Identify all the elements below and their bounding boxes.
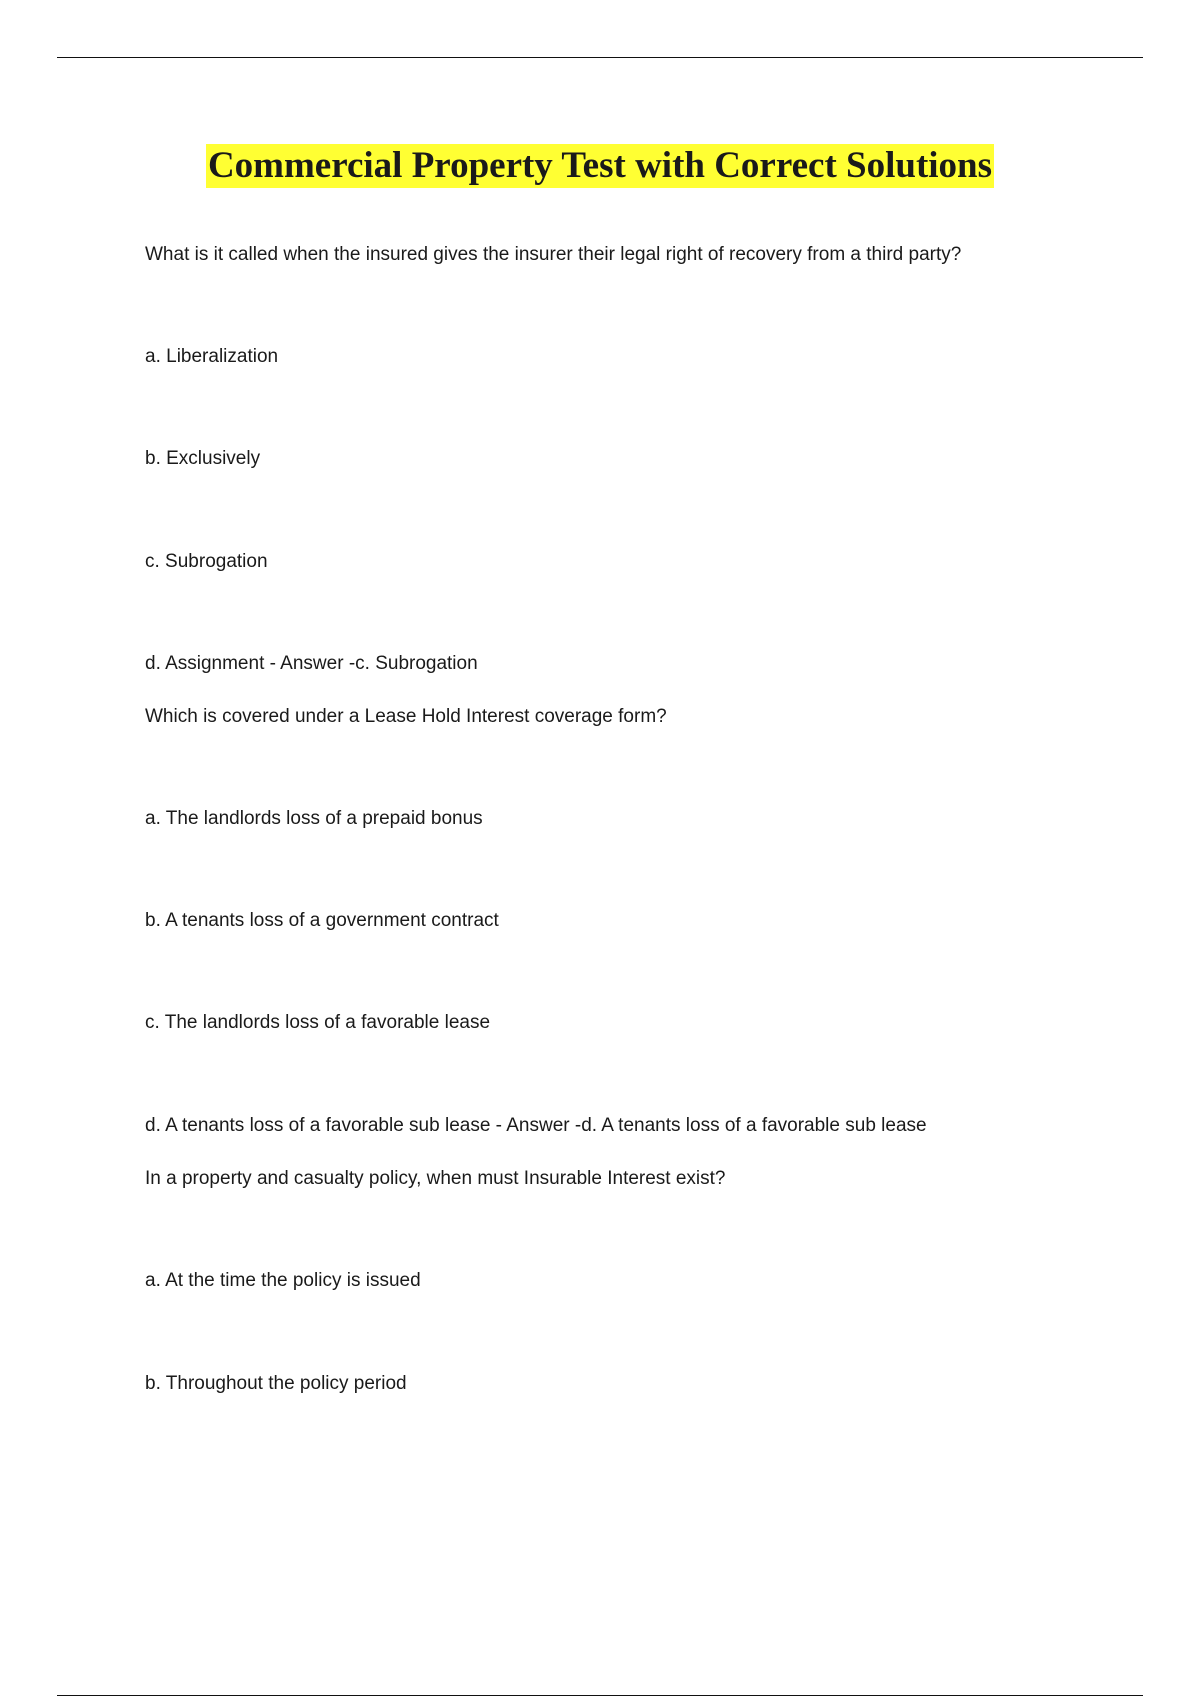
question-2-option-b: b. A tenants loss of a government contract: [145, 910, 499, 931]
question-2-option-d-answer: d. A tenants loss of a favorable sub lease - Answer -d. A tenants loss of a favorable sub lease: [145, 1115, 927, 1136]
document-title: Commercial Property Test with Correct Solutions: [207, 145, 993, 186]
question-3-option-b: b. Throughout the policy period: [145, 1373, 407, 1394]
question-1-option-d-answer: d. Assignment - Answer -c. Subrogation: [145, 653, 478, 674]
title-container: [0, 144, 1200, 188]
question-3-option-a: a. At the time the policy is issued: [145, 1270, 421, 1291]
header-rule: [57, 57, 1143, 58]
question-1-option-a: a. Liberalization: [145, 346, 279, 367]
footer-rule: [57, 1695, 1143, 1696]
question-2-option-c: c. The landlords loss of a favorable lease: [145, 1012, 491, 1033]
question-1-option-c: c. Subrogation: [145, 551, 268, 572]
question-2-text: Which is covered under a Lease Hold Interest coverage form?: [145, 706, 667, 727]
question-3-text: In a property and casualty policy, when must Insurable Interest exist?: [145, 1168, 726, 1189]
question-1-option-b: b. Exclusively: [145, 448, 261, 469]
question-2-option-a: a. The landlords loss of a prepaid bonus: [145, 808, 483, 829]
question-1-text: What is it called when the insured gives the insurer their legal right of recovery from a third party?: [145, 244, 962, 265]
